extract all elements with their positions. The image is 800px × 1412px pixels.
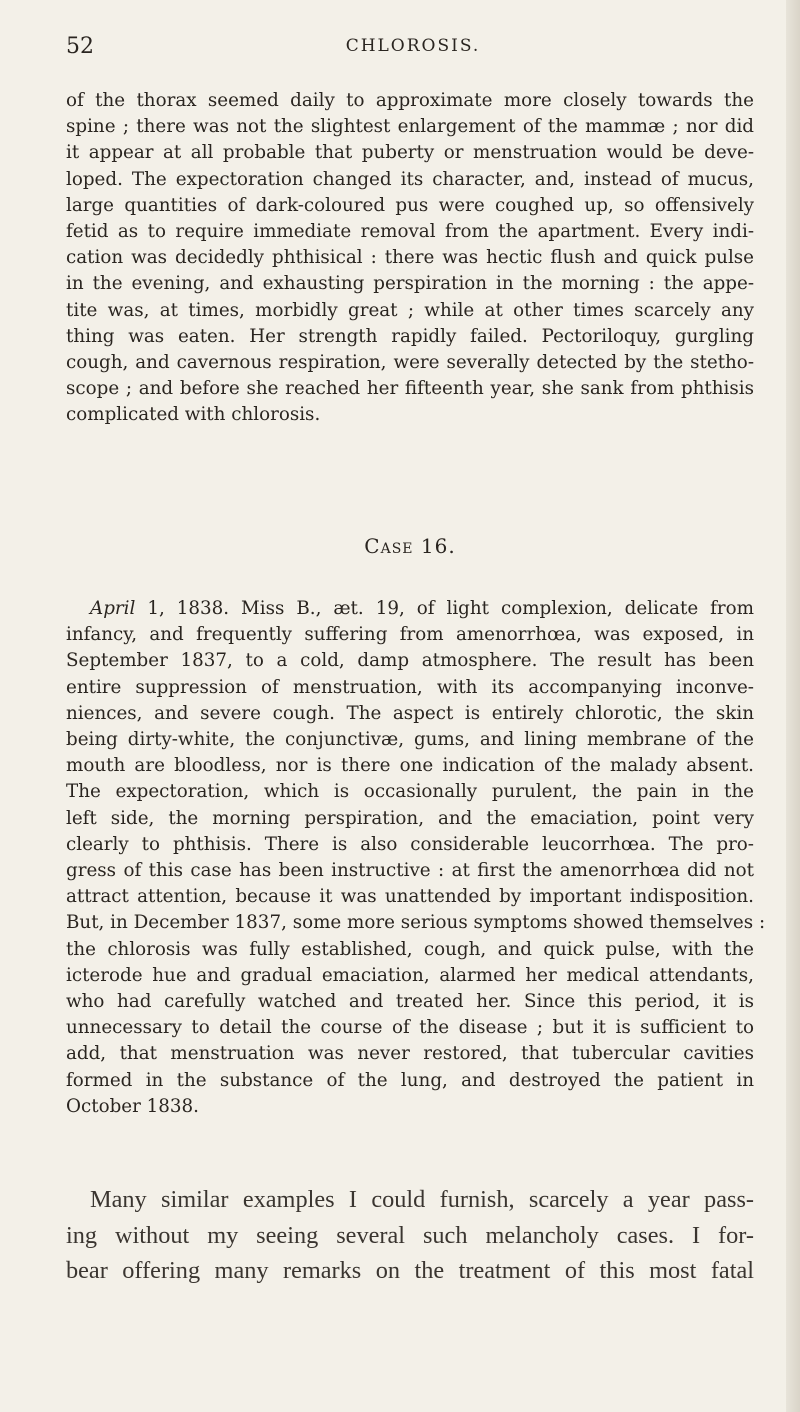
text-line: niences, and severe cough. The aspect is entirely chlorotic, the skin	[66, 702, 754, 724]
text-line-first	[66, 596, 754, 622]
paragraph-1	[66, 88, 754, 429]
text-line: infancy, and frequently suffering from amenorrhœa, was exposed, in	[66, 624, 754, 646]
text-line: scope ; and before she reached her fifteenth year, she sank from phthisis	[66, 378, 754, 400]
case-heading: Case 16.	[364, 534, 456, 558]
text-line: fetid as to require immediate removal from the apartment. Every indi-	[66, 221, 754, 243]
text-line: large quantities of dark-coloured pus were coughed up, so offensively	[66, 194, 754, 216]
text-line: But, in December 1837, some more serious symptoms showed themselves :	[66, 912, 766, 934]
text-line: being dirty-white, the conjunctivæ, gums, and lining membrane of the	[66, 729, 754, 751]
text-line: complicated with chlorosis.	[66, 404, 321, 426]
text-line: ing without my seeing several such melancholy cases. I for-	[66, 1221, 754, 1249]
text-line: of the thorax seemed daily to approximate more closely towards the	[66, 90, 754, 111]
text-line: left side, the morning perspiration, and the emaciation, point very	[66, 807, 754, 829]
text-line: bear offering many remarks on the treatment of this most fatal	[66, 1257, 754, 1284]
text-line: loped. The expectoration changed its character, and, instead of mucus,	[66, 168, 754, 190]
text-line: unnecessary to detail the course of the disease ; but it is sufficient to	[66, 1017, 754, 1039]
text-line: The expectoration, which is occasionally purulent, the pain in the	[66, 781, 754, 803]
text-line: entire suppression of menstruation, with its accompanying inconve-	[66, 676, 754, 698]
text-line: icterode hue and gradual emaciation, alarmed her medical attendants,	[66, 964, 754, 986]
text-line: tite was, at times, morbidly great ; while at other times scarcely any	[66, 299, 754, 321]
text-line: mouth are bloodless, nor is there one indication of the malady absent.	[66, 755, 754, 777]
text-line: Many similar examples I could furnish, scarcely a year pass-	[90, 1186, 754, 1213]
date-italic: April	[90, 598, 136, 619]
text-line: thing was eaten. Her strength rapidly failed. Pectoriloquy, gurgling	[66, 325, 754, 347]
text-fragment: 1, 1838. Miss B., æt. 19, of light complexion, delicate from	[135, 598, 754, 619]
running-head: CHLOROSIS.	[345, 36, 481, 56]
text-line: attract attention, because it was unattended by important indisposition.	[66, 886, 754, 908]
text-line: clearly to phthisis. There is also considerable leucorrhœa. The pro-	[66, 833, 754, 855]
text-line: in the evening, and exhausting perspiration in the morning : the appe-	[66, 273, 754, 295]
text-line: it appear at all probable that puberty or menstruation would be deve-	[66, 142, 754, 164]
page-header	[66, 34, 760, 64]
text-line: spine ; there was not the slightest enlargement of the mammæ ; nor did	[66, 116, 754, 138]
page-edge-shadow	[786, 0, 800, 1412]
text-line: cough, and cavernous respiration, were severally detected by the stetho-	[66, 352, 754, 374]
text-line: add, that menstruation was never restored, that tubercular cavities	[66, 1043, 754, 1065]
text-line: October 1838.	[66, 1095, 199, 1117]
paragraph-3	[66, 1182, 754, 1289]
text-line: gress of this case has been instructive : at first the amenorrhœa did not	[66, 860, 754, 882]
text-line: formed in the substance of the lung, and destroyed the patient in	[66, 1069, 754, 1091]
text-line: September 1837, to a cold, damp atmosphere. The result has been	[66, 650, 754, 672]
paragraph-2	[66, 596, 766, 1120]
text-line: cation was decidedly phthisical : there was hectic flush and quick pulse	[66, 247, 754, 269]
page-number: 52	[66, 34, 94, 59]
text-line: the chlorosis was fully established, cough, and quick pulse, with the	[66, 938, 754, 960]
text-line: who had carefully watched and treated her. Since this period, it is	[66, 991, 754, 1013]
